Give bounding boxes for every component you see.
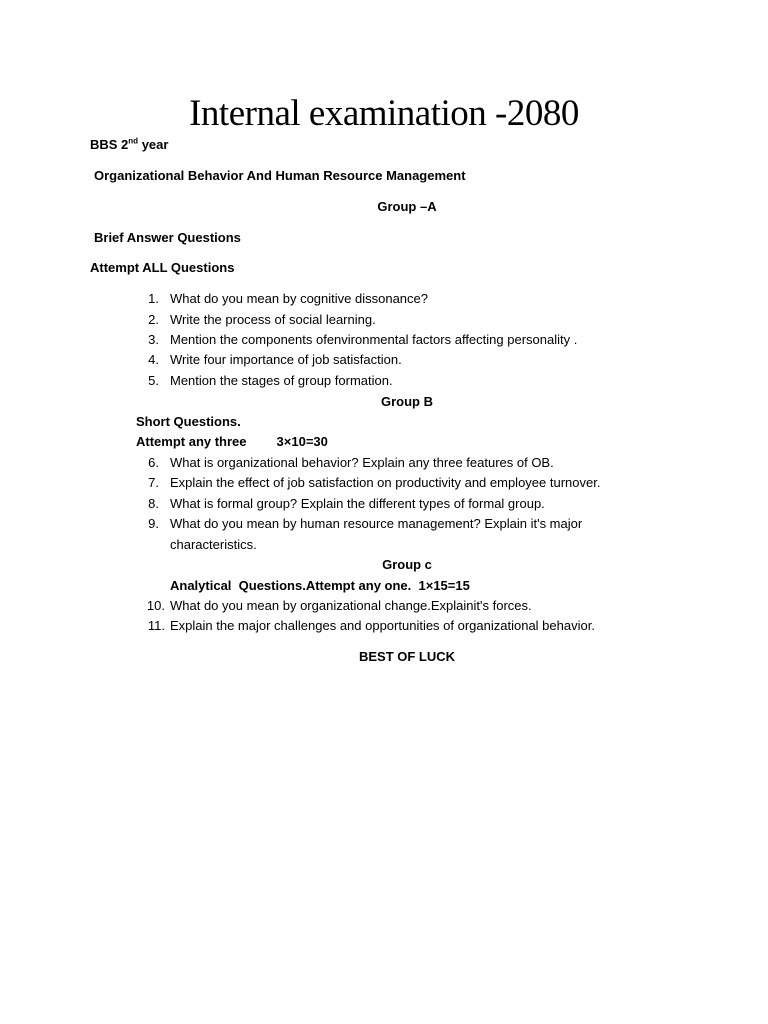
question-number: 5. (148, 373, 159, 388)
question-text-continued: characteristics. (170, 537, 257, 552)
group-c-heading: Group c (382, 557, 432, 572)
question-text: What do you mean by cognitive dissonance? (170, 291, 428, 306)
group-b-subheading: Short Questions. (136, 414, 241, 429)
closing-text: BEST OF LUCK (358, 649, 456, 664)
question-text: Explain the major challenges and opportunities of organizational behavior. (170, 618, 595, 633)
year-prefix: BBS 2 (90, 137, 129, 152)
question-number: 6. (148, 455, 159, 470)
subject-title: Organizational Behavior And Human Resource Management (94, 168, 466, 183)
group-b-instruction (136, 433, 328, 450)
question-number: 4. (148, 352, 159, 367)
question-text: What do you mean by human resource management? Explain it's major (170, 516, 583, 531)
year-superscript: nd (128, 136, 139, 146)
question-text: What is organizational behavior? Explain any three features of OB. (170, 455, 554, 470)
question-text: Mention the stages of group formation. (170, 373, 393, 388)
question-text: Write the process of social learning. (170, 312, 376, 327)
group-a-instruction: Attempt ALL Questions (90, 260, 235, 275)
page-title: Internal examination -2080 (189, 93, 579, 134)
group-b-marks: 3×10=30 (276, 434, 328, 449)
question-text: Write four importance of job satisfaction. (170, 352, 402, 367)
question-number: 3. (148, 332, 159, 347)
group-c-instruction: Analytical Questions.Attempt any one. 1×15=15 (170, 578, 470, 593)
group-a-heading: Group –A (377, 199, 437, 214)
question-text: What do you mean by organizational change.Explainit's forces. (170, 598, 532, 613)
group-b-heading: Group B (381, 394, 433, 409)
question-number: 11. (147, 618, 165, 633)
question-text: Mention the components ofenvironmental factors affecting personality . (170, 332, 578, 347)
question-number: 7. (148, 475, 159, 490)
question-number: 1. (148, 291, 159, 306)
question-number: 9. (148, 516, 159, 531)
year-suffix: year (138, 137, 169, 152)
year-line (90, 136, 168, 153)
group-b-instruction-text: Attempt any three (136, 434, 247, 449)
question-number: 10. (146, 598, 165, 613)
question-text: Explain the effect of job satisfaction on productivity and employee turnover. (170, 475, 601, 490)
question-number: 8. (148, 496, 159, 511)
group-a-subheading: Brief Answer Questions (94, 230, 241, 245)
question-text: What is formal group? Explain the different types of formal group. (170, 496, 545, 511)
question-number: 2. (148, 312, 159, 327)
